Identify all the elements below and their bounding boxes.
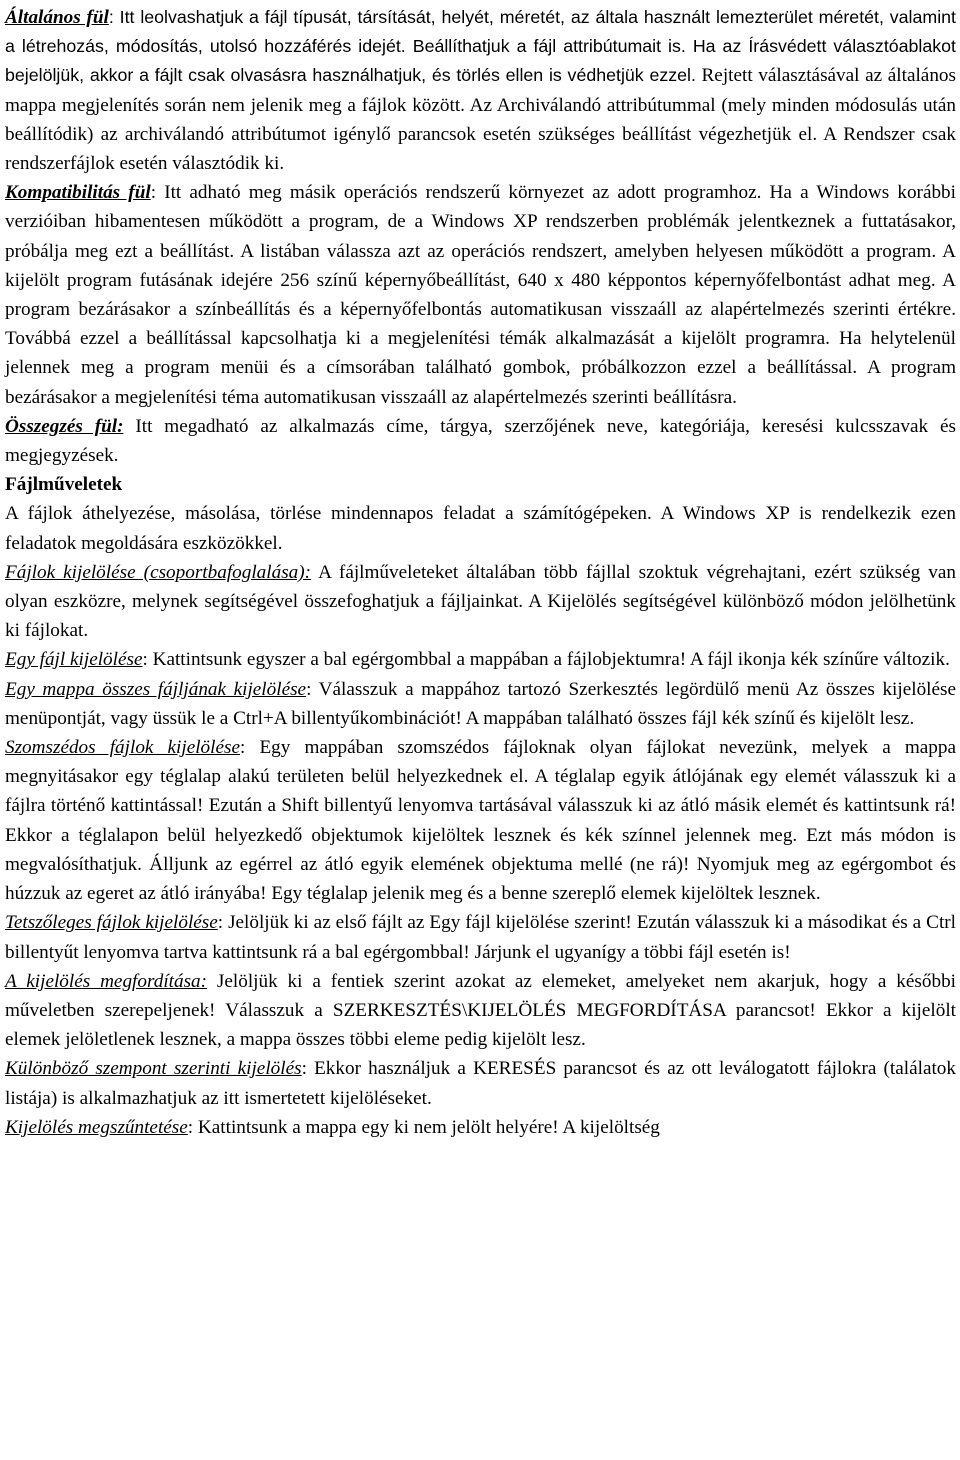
file-selection-term: Fájlok kijelölése (csoportbafoglalása):: [5, 561, 312, 583]
select-arbitrary-files-term: Tetszőleges fájlok kijelölése: [5, 912, 218, 934]
paragraph-invert-selection: [5, 967, 956, 1055]
compatibility-tab-term: Kompatibilitás fül: [5, 182, 151, 204]
select-arbitrary-files-text: : Jelöljük ki az első fájlt az Egy fájl kijelölése szerint! Ezután válasszuk ki a másodikat és a Ctrl billentyűt lenyomva tartva kattintsunk rá a bal egérgombbal! Járjunk el ugyanígy a többi fájl esetén is!: [5, 912, 956, 963]
section-heading-file-operations: [5, 470, 956, 499]
compatibility-tab-separator: :: [150, 182, 165, 204]
paragraph-compatibility-tab: [5, 178, 956, 412]
select-adjacent-files-text: : Egy mappában szomszédos fájloknak olyan fájlokat nevezünk, melyek a mappa megnyitásakor egy téglalap alakú területen belül helyezkednek el. A téglalap egyik átlójának egy elemét válasszuk ki a fájlra történő kattintással! Ezután a Shift billentyű lenyomva tartásával válasszuk ki az átló másik elemét és kattintsunk rá! Ekkor a téglalapon belül helyezkedő objektumok kijelöltek lesznek és kék színnel jelennek meg. Ezt más módon is megvalósíthatjuk. Álljunk az egérrel az átló egyik elemének objektuma mellé (ne rá)! Nyomjuk meg az egérgombot és húzzuk az egeret az átló irányába! Egy téglalap jelenik meg és a benne szereplő elemek kijelöltek lesznek.: [5, 737, 957, 905]
select-all-files-text: : Válasszuk a mappához tartozó Szerkesztés legördülő menü Az összes kijelölése menüpontját, vagy üssük le a Ctrl+A billentyűkombinációt! A mappában található összes fájl kék színű és kijelölt lesz.: [5, 678, 956, 729]
select-by-criteria-text: : Ekkor használjuk a KERESÉS parancsot és az ott leválogatott fájlokra (találatok listája) is alkalmazhatjuk az itt ismertetett kijelöléseket.: [5, 1058, 956, 1109]
compatibility-tab-text: Itt adható meg másik operációs rendszerű környezet az adott programhoz. Ha a Windows korábbi verzióiban hibamentesen működött a program, de a Windows XP rendszerben problémák jelentkeznek a futtatásakor, próbálja meg ezt a beállítást. A listában válassza azt az operációs rendszert, amelyben helyesen működött a program. A kijelölt program futásának idejére 256 színű képernyőbeállítást, 640 x 480 képpontos képernyőfelbontást adhat meg. A program bezárásakor a színbeállítás és a képernyőfelbontás automatikusan visszaáll az alapértelmezés szerinti értékre. Továbbá ezzel a beállítással kapcsolhatja ki a megjelenítési témák alkalmazását a kijelölt programra. Ha helytelenül jelennek meg a program menüi és a címsorában található gombok, próbálkozzon ezzel a beállítással. A program bezárásakor a megjelenítési téma automatikusan visszaáll az alapértelmezés szerinti beállításra.: [5, 182, 956, 408]
invert-selection-text: Jelöljük ki a fentiek szerint azokat az elemeket, amelyeket nem akarjuk, hogy a későbbi műveletben szerepeljenek! Válasszuk a SZERKESZTÉS\KIJELÖLÉS MEGFORDÍTÁSA parancsot! Ekkor a kijelölt elemek jelöletlenek lesznek, a mappa összes többi eleme pedig kijelölt lesz.: [5, 970, 956, 1051]
general-tab-separator: :: [108, 7, 120, 27]
file-operations-intro-text: A fájlok áthelyezése, másolása, törlése mindennapos feladat a számítógépeken. A Windows XP is rendelkezik ezen feladatok megoldására eszközökkel.: [5, 503, 956, 554]
select-by-criteria-term: Különböző szempont szerinti kijelölés: [5, 1058, 302, 1080]
select-all-files-term: Egy mappa összes fájljának kijelölése: [5, 678, 307, 700]
file-selection-text: A fájlműveleteket általában több fájllal szoktuk végrehajtani, ezért szükség van olyan eszközre, melynek segítségével összefoghatjuk a fájljainkat. A Kijelölés segítségével különböző módon jelölhetünk ki fájlokat.: [5, 561, 957, 642]
paragraph-summary-tab: [5, 412, 956, 470]
paragraph-select-adjacent-files: [5, 733, 956, 908]
general-tab-text-part1: Itt leolvashatjuk a fájl típusát, társítását, helyét, méretét, az általa használt lemezterület méretét, valamint a létrehozás, módosítás, utolsó hozzáférés idejét. Beállíthatjuk a fájl attribútumait is. Ha az Írásvédett választóablakot bejelöljük, akkor a fájlt csak olvasásra használhatjuk, és törlés ellen is védhetjük ezzel.: [5, 7, 956, 86]
file-operations-heading: Fájlműveletek: [5, 474, 123, 496]
select-adjacent-files-term: Szomszédos fájlok kijelölése: [5, 737, 240, 759]
paragraph-file-operations-intro: [5, 499, 956, 557]
paragraph-select-by-criteria: [5, 1054, 956, 1112]
select-one-file-term: Egy fájl kijelölése: [5, 649, 143, 671]
general-tab-term: Általános fül: [5, 7, 109, 28]
invert-selection-term: A kijelölés megfordítása:: [5, 970, 208, 992]
summary-tab-term: Összegzés fül:: [5, 415, 124, 437]
clear-selection-text: : Kattintsunk a mappa egy ki nem jelölt helyére! A kijelöltség: [187, 1116, 660, 1138]
paragraph-clear-selection: [5, 1113, 956, 1142]
select-one-file-text: : Kattintsunk egyszer a bal egérgombbal a mappában a fájlobjektumra! A fájl ikonja kék színűre változik.: [142, 649, 950, 671]
summary-tab-text: Itt megadható az alkalmazás címe, tárgya, szerzőjének neve, kategóriája, keresési kulcsszavak és megjegyzések.: [5, 415, 956, 467]
paragraph-general-tab: [5, 3, 956, 178]
paragraph-file-selection: [5, 558, 956, 646]
clear-selection-term: Kijelölés megszűntetése: [5, 1116, 188, 1138]
paragraph-select-one-file: [5, 645, 956, 674]
general-tab-text-part2: Rejtett választásával az általános mappa megjelenítés során nem jelenik meg a fájlok között. Az Archiválandó attribútummal (mely minden módosulás után beállítódik) az archiválandó attribútumot igénylő parancsok esetén szükséges beállítást végezhetjük el. A Rendszer csak rendszerfájlok esetén választódik ki.: [5, 65, 956, 175]
paragraph-select-all-files: [5, 675, 956, 733]
paragraph-select-arbitrary-files: [5, 908, 956, 966]
